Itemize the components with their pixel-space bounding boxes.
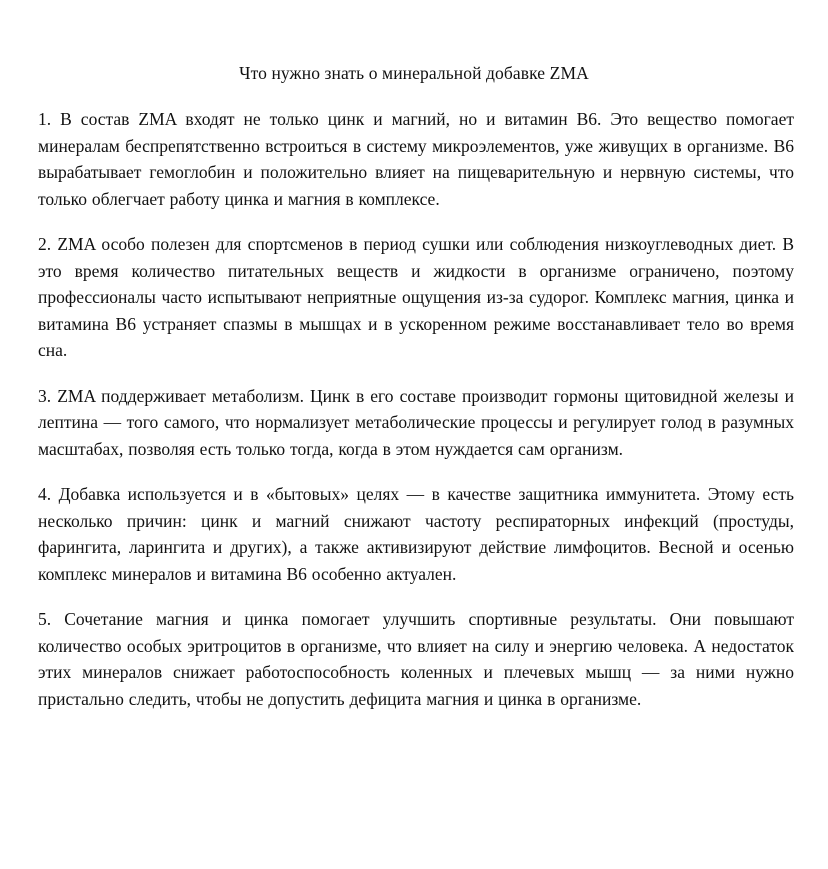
document-body: [38, 106, 794, 731]
document-title: Что нужно знать о минеральной добавке ZMA: [239, 63, 589, 83]
paragraph-1: 1. В состав ZMA входят не только цинк и магний, но и витамин B6. Это вещество помогает минералам беспрепятственно встроиться в систему микроэлементов, уже живущих в организме. B6 вырабатывает гемоглобин и положительно влияет на пищеварительную и нервную системы, что только облегчает работу цинка и магния в комплексе.: [38, 109, 794, 209]
paragraph-2: 2. ZMA особо полезен для спортсменов в период сушки или соблюдения низкоуглеводных диет. В это время количество питательных веществ и жидкости в организме ограничено, поэтому профессионалы часто испытывают неприятные ощущения из-за судорог. Комплекс магния, цинка и витамина B6 устраняет спазмы в мышцах и в ускоренном режиме восстанавливает тело во время сна.: [38, 234, 794, 360]
paragraph-4: 4. Добавка используется и в «бытовых» целях — в качестве защитника иммунитета. Этому есть несколько причин: цинк и магний снижают частоту респираторных инфекций (простуды, фарингита, ларингита и других), а также активизируют действие лимфоцитов. Весной и осенью комплекс минералов и витамина B6 особенно актуален.: [38, 484, 794, 584]
paragraph-3: 3. ZMA поддерживает метаболизм. Цинк в его составе производит гормоны щитовидной железы и лептина — того самого, что нормализует метаболические процессы и регулирует голод в разумных масштабах, позволяя есть только тогда, когда в этом нуждается сам организм.: [38, 385, 794, 459]
paragraph-5: 5. Сочетание магния и цинка помогает улучшить спортивные результаты. Они повышают количество особых эритроцитов в организме, что влияет на силу и энергию человека. А недостаток этих минералов снижает работоспособность коленных и плечевых мышц — за ними нужно пристально следить, чтобы не допустить дефицита магния и цинка в организме.: [38, 609, 794, 709]
